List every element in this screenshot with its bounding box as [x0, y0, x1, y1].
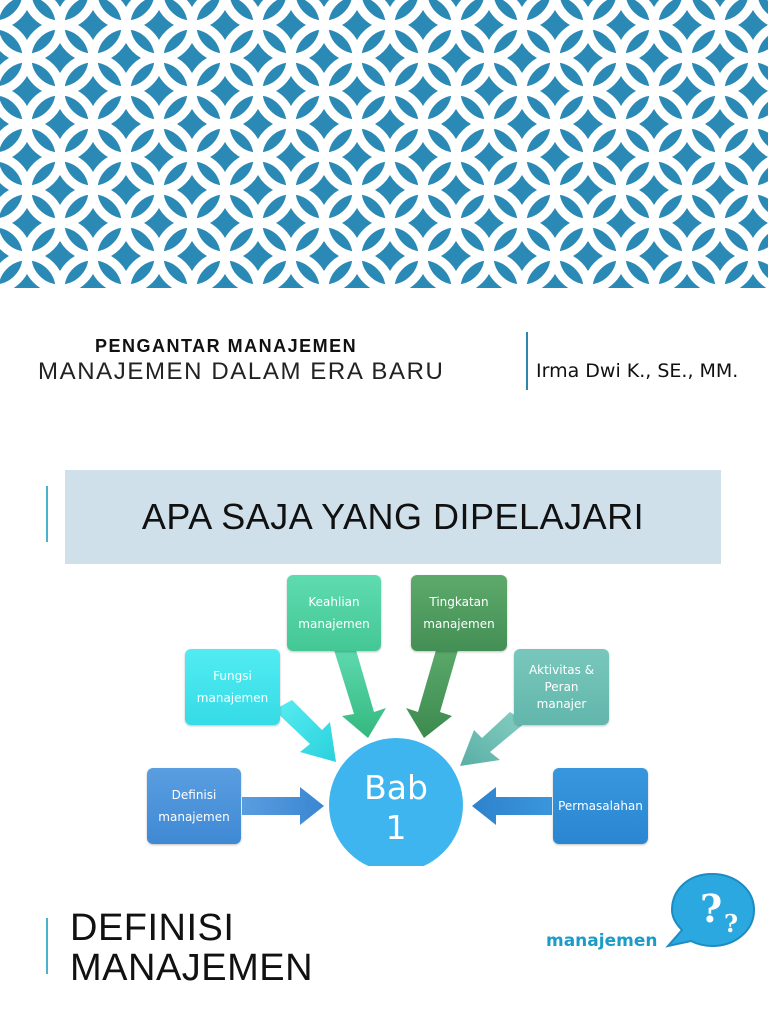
svg-text:?: ? — [724, 909, 739, 938]
center-line-1: Bab — [364, 768, 428, 807]
pattern-banner — [0, 0, 768, 288]
node-aktivitas-peran-manajer: Aktivitas & Peran manajer — [514, 649, 609, 725]
slide-heading: APA SAJA YANG DIPELAJARI — [141, 496, 645, 537]
course-subtitle: MANAJEMEN DALAM ERA BARU — [38, 358, 445, 385]
node-keahlian-manajemen: Keahlian manajemen — [287, 575, 381, 651]
circle-pattern — [0, 0, 768, 288]
svg-text:?: ? — [700, 886, 723, 931]
definition-title-line-1: DEFINISI — [70, 907, 235, 949]
node-definisi-manajemen: Definisi manajemen — [147, 768, 241, 844]
heading-accent-line — [46, 486, 48, 542]
author-name: Irma Dwi K., SE., MM. — [536, 360, 739, 382]
node-permasalahan: Permasalahan — [553, 768, 648, 844]
definition-title — [70, 908, 313, 988]
center-clip — [0, 566, 768, 866]
node-fungsi-manajemen: Fungsi manajemen — [185, 649, 280, 725]
center-line-2: 1 — [385, 808, 407, 847]
center-node-bab-1 — [329, 738, 463, 866]
heading-box — [65, 470, 721, 564]
definition-accent-line — [46, 918, 48, 974]
speech-bubble-question-icon — [664, 868, 760, 954]
title-divider — [526, 332, 528, 390]
definition-title-line-2: MANAJEMEN — [70, 947, 314, 989]
course-title: PENGANTAR MANAJEMEN — [95, 336, 358, 356]
bubble-label: manajemen — [546, 931, 658, 951]
node-tingkatan-manajemen: Tingkatan manajemen — [411, 575, 507, 651]
